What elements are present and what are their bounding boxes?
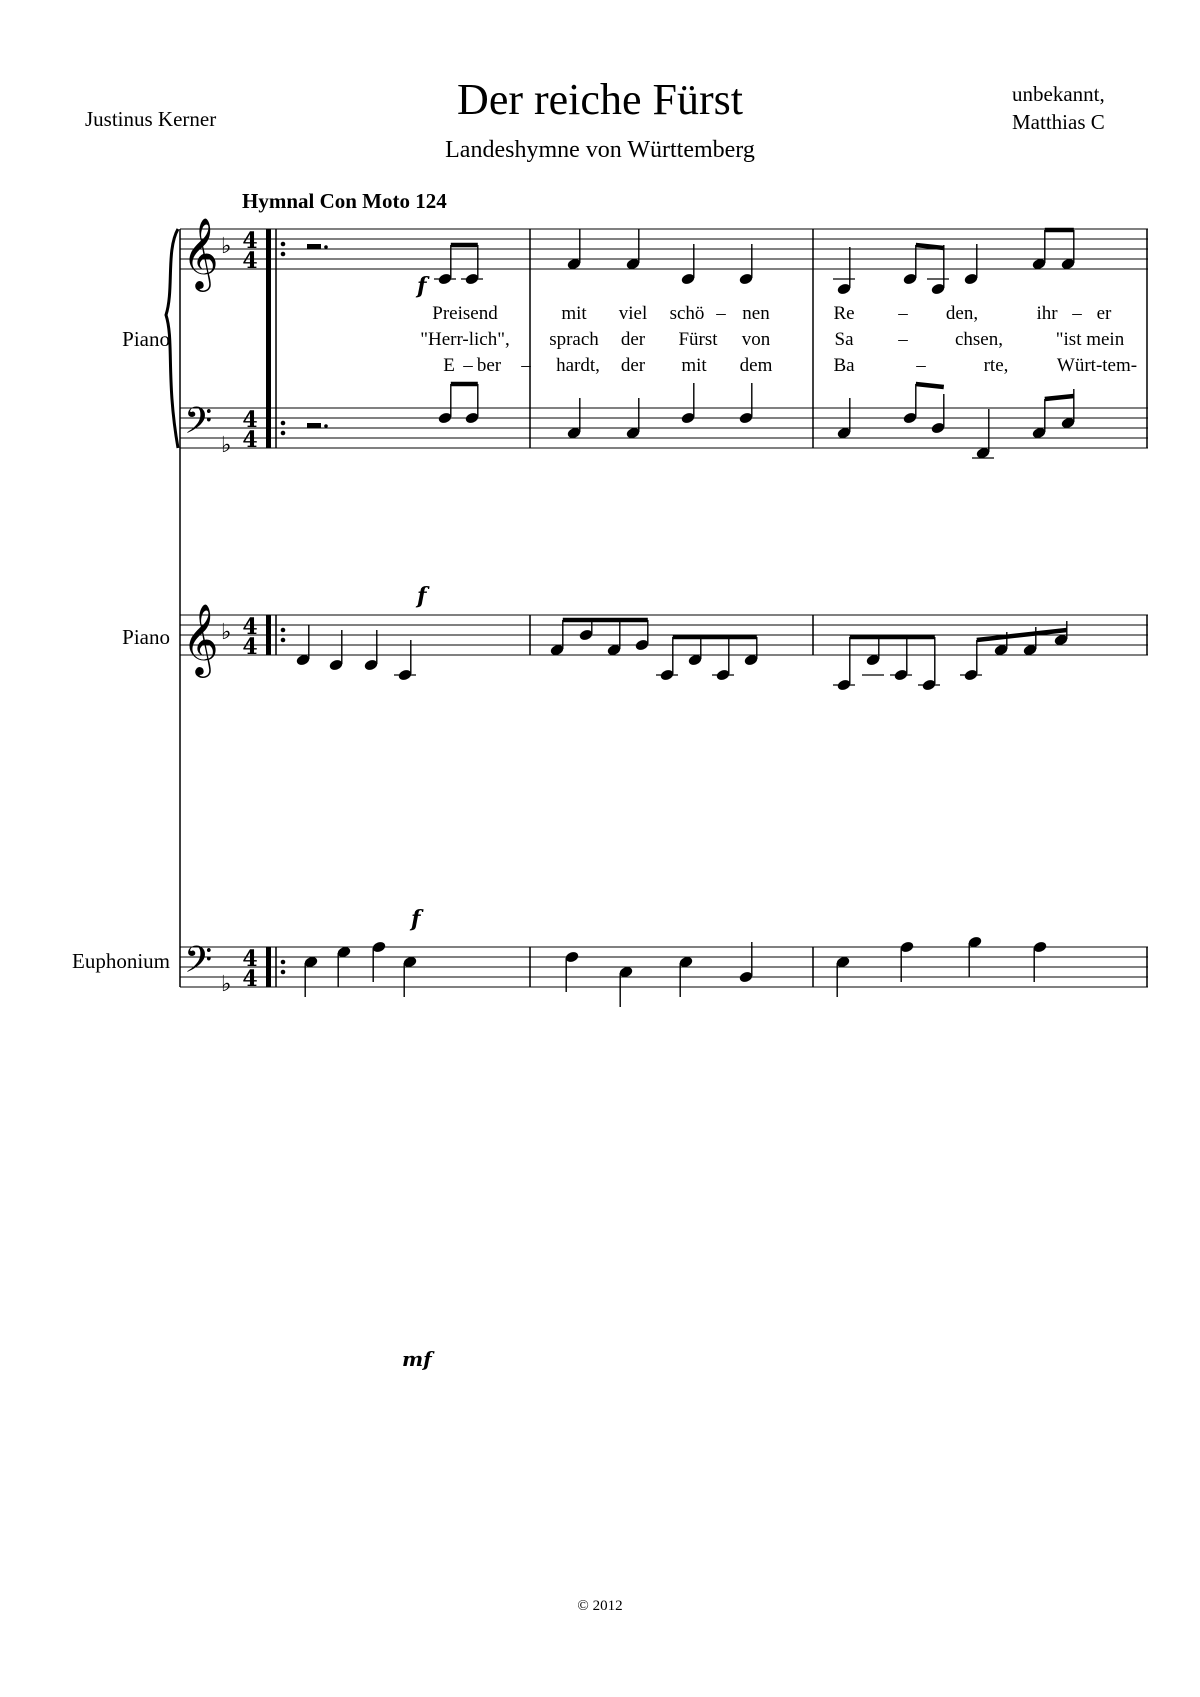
composer-line-1: unbekannt, (1012, 82, 1105, 106)
flat-icon: ♭ (221, 620, 232, 645)
lyric-syllable: er (1096, 303, 1112, 324)
lyric-syllable: rte, (983, 355, 1009, 376)
copyright-notice: © 2012 (577, 1598, 623, 1614)
staff-4 (180, 947, 1148, 987)
time-sig-denominator: 4 (242, 248, 258, 274)
bass-clef-icon: 𝄢 (184, 939, 213, 990)
lyric-syllable: dem (739, 355, 773, 376)
time-sig-denominator: 4 (242, 634, 258, 660)
score-title: Der reiche Fürst (457, 75, 743, 124)
svg-text:–: – (898, 329, 908, 350)
lyric-syllable: sprach (549, 329, 599, 350)
flat-icon: ♭ (221, 972, 232, 997)
svg-text:–: – (716, 303, 726, 324)
lyric-syllable: nen (742, 303, 770, 324)
lyric-syllable: E (443, 355, 455, 376)
composer-line-2: Matthias C (1012, 110, 1105, 134)
score-subtitle: Landeshymne von Württemberg (445, 137, 755, 163)
staff-1 (180, 229, 1148, 269)
rest-dot (324, 424, 328, 428)
bass-clef-icon: 𝄢 (184, 400, 213, 451)
lyric-syllable: Preisend (432, 303, 498, 324)
half-rest (307, 244, 321, 249)
half-rest (307, 423, 321, 428)
lyric-syllable: Fürst (678, 329, 718, 350)
dynamic-forte: f (417, 583, 427, 609)
lyric-syllable: Sa (834, 329, 854, 350)
flat-icon: ♭ (221, 433, 232, 458)
lyric-syllable: hardt, (556, 355, 600, 376)
time-sig-denominator: 4 (242, 966, 258, 992)
lyric-syllable: chsen, (954, 329, 1004, 350)
svg-text:–: – (898, 303, 908, 324)
lyric-syllable: "Herr-lich", (420, 329, 510, 350)
lyric-syllable: den, (945, 303, 979, 324)
lyric-syllable: Re (833, 303, 855, 324)
lyric-syllable: der (620, 355, 646, 376)
treble-clef-icon: 𝄞 (182, 602, 219, 675)
lyric-syllable: schö (669, 303, 705, 324)
lyrics-verse-3 (443, 355, 1137, 376)
lyric-syllable: der (620, 329, 646, 350)
flat-icon: ♭ (221, 234, 232, 259)
instrument-label-piano-lower: Piano (122, 625, 170, 649)
instrument-label-euphonium: Euphonium (72, 949, 170, 973)
lyric-syllable: von (741, 329, 771, 350)
repeat-start-barline (266, 229, 285, 987)
svg-text:–: – (1072, 303, 1082, 324)
lyric-syllable: Würt-tem- (1056, 355, 1138, 376)
instrument-label-piano-upper: Piano (122, 327, 170, 351)
lyrics-verse-2 (420, 329, 1124, 350)
time-sig-numerator: 4 (242, 946, 258, 972)
note-beam (916, 245, 944, 248)
treble-clef-icon: 𝄞 (182, 216, 219, 289)
time-sig-numerator: 4 (242, 228, 258, 254)
dynamic-forte: f (417, 273, 427, 299)
lyric-syllable: ihr (1036, 303, 1058, 324)
dynamic-mezzo-forte: mf (402, 1347, 432, 1371)
time-sig-numerator: 4 (242, 614, 258, 640)
rest-dot (324, 245, 328, 249)
lyrics-verse-1 (432, 303, 1112, 324)
lyric-syllable: viel (618, 303, 648, 324)
dynamic-forte: f (411, 906, 421, 932)
lyric-syllable: ber (476, 355, 502, 376)
lyric-syllable: mit (561, 303, 587, 324)
lyric-syllable: mit (681, 355, 707, 376)
note-beam (1045, 396, 1074, 399)
time-sig-numerator: 4 (242, 407, 258, 433)
lyric-syllable: Ba (833, 355, 855, 376)
svg-text:–: – (463, 355, 473, 376)
staff-2 (180, 408, 1148, 448)
time-sig-denominator: 4 (242, 427, 258, 453)
poet-credit: Justinus Kerner (85, 107, 217, 131)
tempo-marking: Hymnal Con Moto 124 (242, 189, 447, 213)
lyric-syllable: "ist mein (1055, 329, 1125, 350)
svg-text:–: – (916, 355, 926, 376)
note-beam (916, 384, 944, 387)
svg-text:–: – (521, 355, 531, 376)
